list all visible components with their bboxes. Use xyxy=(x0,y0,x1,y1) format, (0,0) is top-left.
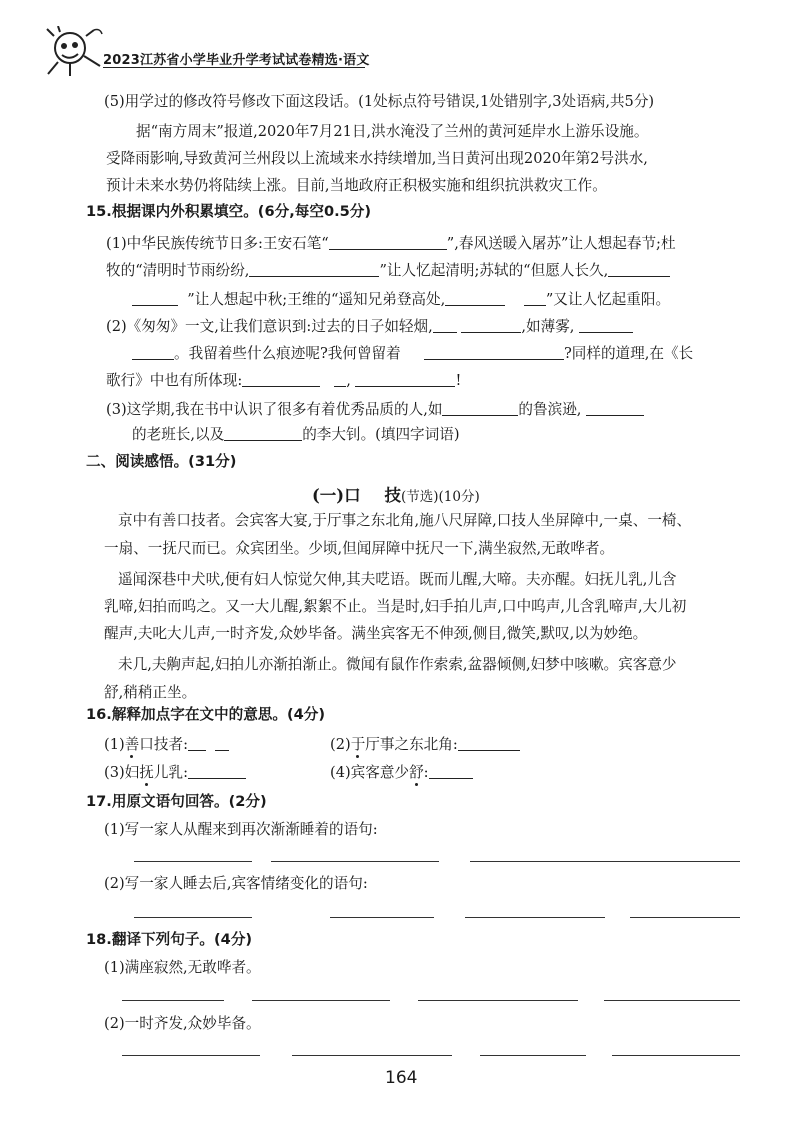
q16-blank-4[interactable] xyxy=(429,764,473,779)
q16-item-4-text-b: : xyxy=(423,764,429,781)
q15-line-2-text-a: 牧的“清明时节雨纷纷, xyxy=(106,262,250,279)
q15-line-8-text-b: 的李大钊。(填四字词语) xyxy=(302,426,460,443)
q16-item-2-text: 厅事之东北角: xyxy=(365,736,458,753)
q18-sub-1: (1)满座寂然,无敢哗者。 xyxy=(104,959,261,976)
q14-paragraph-line-3: 预计未来水势仍将陆续上涨。目前,当地政府正积极实施和组织抗洪救灾工作。 xyxy=(106,177,607,194)
q15-blank-6[interactable] xyxy=(524,291,546,306)
q15-blank-2[interactable] xyxy=(249,262,379,277)
q15-line-4-text-a: (2)《匆匆》一文,让我们意识到:过去的日子如轻烟, xyxy=(106,318,433,335)
q15-line-8-text-a: 的老班长,以及 xyxy=(132,426,225,443)
header-rule xyxy=(103,67,365,68)
q17-answer-line-1b[interactable] xyxy=(271,861,439,862)
q17-answer-line-2a[interactable] xyxy=(134,917,252,918)
q16-item-1 xyxy=(104,736,229,754)
q15-blank-15[interactable] xyxy=(442,401,518,416)
q16-item-3-dotted-char: 抚 xyxy=(139,764,154,781)
q15-blank-16[interactable] xyxy=(586,401,644,416)
q15-blank-9[interactable] xyxy=(579,318,633,333)
q15-blank-14[interactable] xyxy=(355,372,455,387)
passage-title-c: (节选)(10分) xyxy=(400,489,480,505)
q15-blank-3[interactable] xyxy=(608,262,670,277)
q15-blank-8[interactable] xyxy=(461,318,521,333)
q15-line-1 xyxy=(106,235,676,253)
q16-item-3-text-a: (3)妇 xyxy=(104,764,140,781)
q15-line-4-text-b: ,如薄雾, xyxy=(521,318,575,335)
q15-blank-5[interactable] xyxy=(445,291,505,306)
q18-answer-line-2d[interactable] xyxy=(612,1055,740,1056)
q17-answer-line-2d[interactable] xyxy=(630,917,740,918)
q15-line-1-text-b: ”,春风送暖入屠苏”让人想起春节;杜 xyxy=(446,235,676,252)
q18-answer-line-1b[interactable] xyxy=(252,1000,390,1001)
q15-blank-10[interactable] xyxy=(132,345,174,360)
q17-sub-2: (2)写一家人睡去后,宾客情绪变化的语句: xyxy=(104,875,368,892)
q17-title: 17.用原文语句回答。(2分) xyxy=(86,793,267,810)
q16-blank-3[interactable] xyxy=(188,764,246,779)
passage-line-5: 醒声,夫叱大儿声,一时齐发,众妙毕备。满坐宾客无不伸颈,侧目,微笑,默叹,以为妙绝。 xyxy=(104,625,648,642)
q16-title: 16.解释加点字在文中的意思。(4分) xyxy=(86,706,326,723)
section-2-title: 二、阅读感悟。(31分) xyxy=(86,453,237,470)
q16-item-3-text-b: 儿乳: xyxy=(153,764,188,781)
q17-answer-line-1a[interactable] xyxy=(134,861,252,862)
q16-item-2-num: (2) xyxy=(330,736,351,753)
passage-title-a: (一)口 xyxy=(312,486,361,505)
passage-title xyxy=(312,482,480,506)
q15-line-5-text-b: ?同样的道理,在《长 xyxy=(563,345,694,362)
q14-part5-instruction: (5)用学过的修改符号修改下面这段话。(1处标点符号错误,1处错别字,3处语病,共5分) xyxy=(104,93,655,110)
q18-answer-line-1d[interactable] xyxy=(604,1000,740,1001)
q15-line-6-text-a: 歌行》中也有所体现: xyxy=(106,372,243,389)
passage-line-2: 一扇、一抚尺而已。众宾团坐。少顷,但闻屏障中抚尺一下,满坐寂然,无敢哗者。 xyxy=(104,540,615,557)
q15-blank-1[interactable] xyxy=(329,235,447,250)
q15-blank-12[interactable] xyxy=(242,372,320,387)
q18-title: 18.翻译下列句子。(4分) xyxy=(86,931,253,948)
q15-line-3-text-b: ”又让人忆起重阳。 xyxy=(545,291,671,308)
q16-item-4-text-a: (4)宾客意少 xyxy=(330,764,410,781)
q15-line-8 xyxy=(132,426,460,444)
q15-line-5-text-a: 。我留着些什么痕迹呢?我何曾留着 xyxy=(174,345,401,362)
q15-blank-13[interactable] xyxy=(334,372,346,387)
header-title: 2023江苏省小学毕业升学考试试卷精选·语文 xyxy=(103,53,370,68)
q18-answer-line-1a[interactable] xyxy=(122,1000,224,1001)
q16-blank-2[interactable] xyxy=(458,736,520,751)
mascot-icon xyxy=(40,26,110,78)
q16-blank-1b[interactable] xyxy=(215,736,229,751)
q15-line-2 xyxy=(106,262,670,280)
passage-line-3: 遥闻深巷中犬吠,便有妇人惊觉欠伸,其夫呓语。既而儿醒,大啼。夫亦醒。妇抚儿乳,儿含 xyxy=(118,571,677,588)
passage-line-4: 乳啼,妇拍而呜之。又一大儿醒,絮絮不止。当是时,妇手拍儿声,口中呜声,儿含乳啼声,大儿初 xyxy=(104,598,687,615)
q15-line-3 xyxy=(132,291,670,309)
q15-blank-7[interactable] xyxy=(433,318,457,333)
q18-sub-2: (2)一时齐发,众妙毕备。 xyxy=(104,1015,261,1032)
q17-sub-1: (1)写一家人从醒来到再次渐渐睡着的语句: xyxy=(104,821,378,838)
q15-line-1-text-a: (1)中华民族传统节日多:王安石笔“ xyxy=(106,235,329,252)
q18-answer-line-2c[interactable] xyxy=(480,1055,586,1056)
q16-item-1-dotted-char: 善 xyxy=(124,736,140,753)
q14-paragraph-line-2: 受降雨影响,导致黄河兰州段以上流域来水持续增加,当日黄河出现2020年第2号洪水, xyxy=(106,150,648,167)
passage-title-b: 技 xyxy=(384,486,401,505)
q17-answer-line-2b[interactable] xyxy=(330,917,434,918)
q15-blank-17[interactable] xyxy=(224,426,302,441)
q16-item-4-dotted-char: 舒 xyxy=(409,764,424,781)
q15-line-2-text-b: ”让人忆起清明;苏轼的“但愿人长久, xyxy=(379,262,609,279)
q15-blank-4[interactable] xyxy=(132,291,178,306)
q15-line-4 xyxy=(106,318,633,336)
q15-title: 15.根据课内外积累填空。(6分,每空0.5分) xyxy=(86,203,372,220)
q18-answer-line-1c[interactable] xyxy=(418,1000,578,1001)
q15-line-5 xyxy=(132,345,693,363)
q15-line-3-text-a: ”让人想起中秋;王维的“遥知兄弟登高处, xyxy=(187,291,446,308)
q17-answer-line-2c[interactable] xyxy=(465,917,605,918)
q16-item-2 xyxy=(330,736,520,754)
q16-item-1-text: 口技者: xyxy=(139,736,188,753)
passage-line-1: 京中有善口技者。会宾客大宴,于厅事之东北角,施八尺屏障,口技人坐屏障中,一桌、一椅、 xyxy=(118,512,692,529)
q15-line-7-text-b: 的鲁滨逊, xyxy=(518,401,582,418)
q16-item-3 xyxy=(104,764,246,782)
q17-answer-line-1c[interactable] xyxy=(470,861,740,862)
q16-item-2-dotted-char: 于 xyxy=(350,736,366,753)
q16-item-1-num: (1) xyxy=(104,736,125,753)
q15-line-6-text-b: ! xyxy=(455,372,462,389)
passage-line-7: 舒,稍稍正坐。 xyxy=(104,684,197,701)
q15-line-7 xyxy=(106,401,644,419)
q18-answer-line-2a[interactable] xyxy=(122,1055,260,1056)
q16-blank-1a[interactable] xyxy=(188,736,206,751)
q18-answer-line-2b[interactable] xyxy=(292,1055,452,1056)
q15-line-7-text-a: (3)这学期,我在书中认识了很多有着优秀品质的人,如 xyxy=(106,401,443,418)
page-number: 164 xyxy=(385,1068,418,1088)
q16-item-4 xyxy=(330,764,473,782)
q14-paragraph-line-1: 据“南方周末”报道,2020年7月21日,洪水淹没了兰州的黄河延岸水上游乐设施。 xyxy=(136,123,649,140)
q15-blank-11[interactable] xyxy=(424,345,564,360)
q15-line-6: 歌行》中也有所体现: , ! xyxy=(106,372,462,389)
passage-line-6: 未几,夫齁声起,妇拍儿亦渐拍渐止。微闻有鼠作作索索,盆器倾侧,妇梦中咳嗽。宾客意少 xyxy=(118,656,677,673)
